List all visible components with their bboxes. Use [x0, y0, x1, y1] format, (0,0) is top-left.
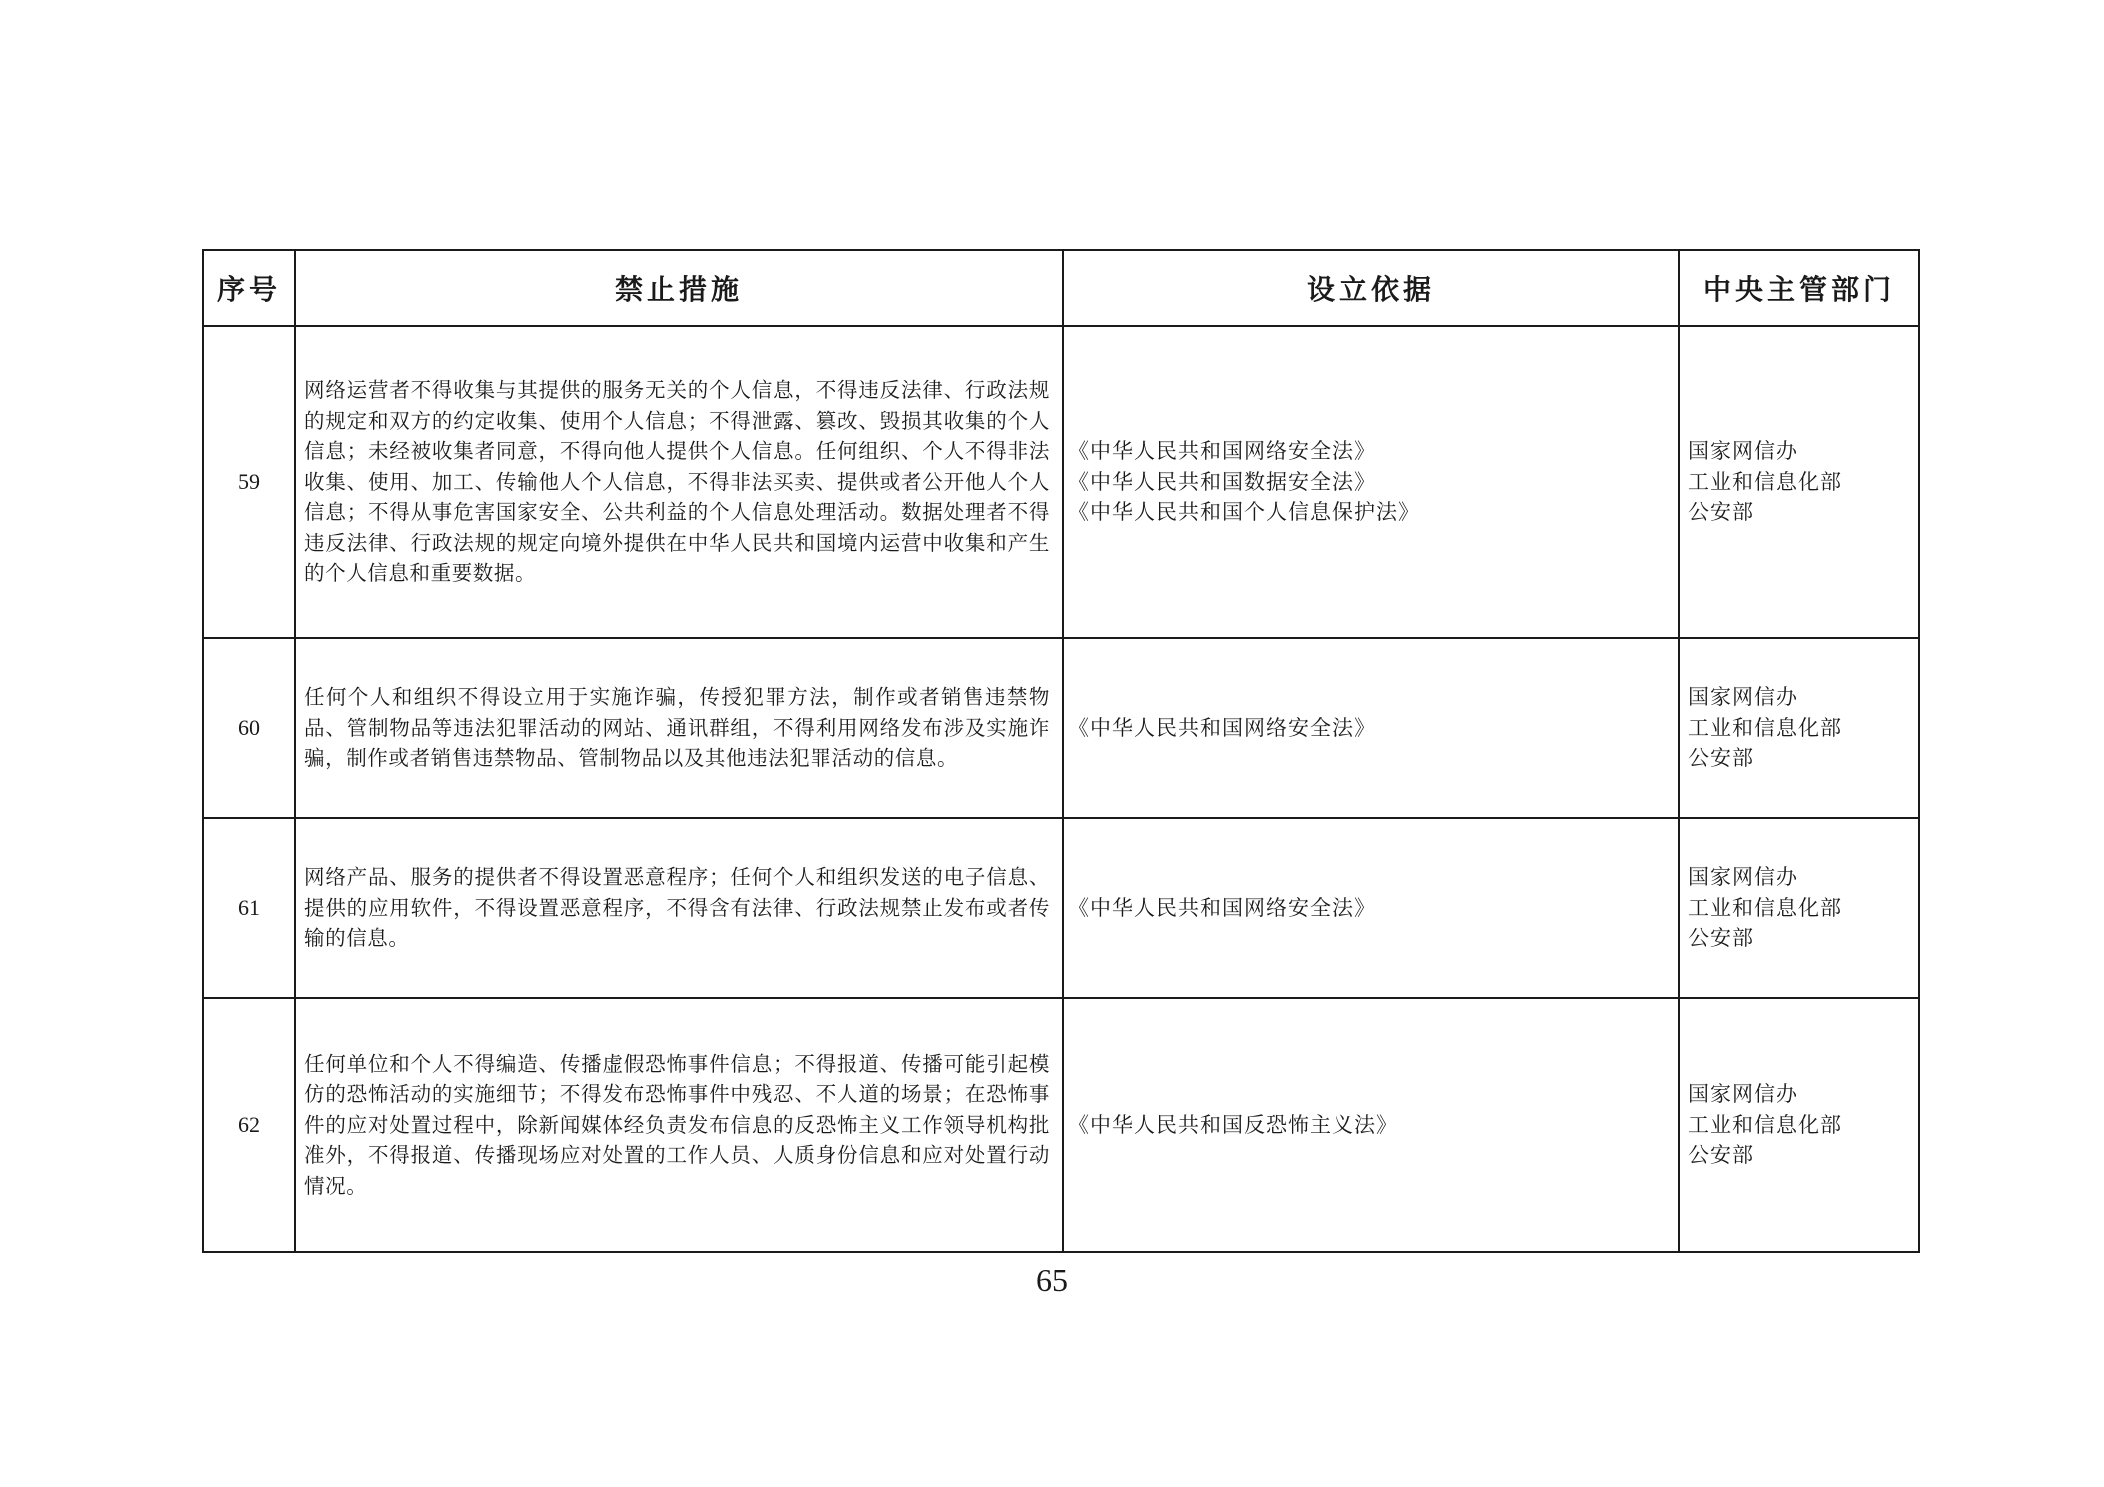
header-legal-basis: 设立依据 [1063, 250, 1679, 326]
department-item: 国家网信办 [1688, 865, 1798, 890]
row-prohibited-measure: 任何单位和个人不得编造、传播虚假恐怖事件信息；不得报道、传播可能引起模仿的恐怖活动的实施细节；不得发布恐怖事件中残忍、不人道的场景；在恐怖事件的应对处置过程中，除新闻媒体经负责发布信息的反恐怖主义工作领导机构批准外，不得报道、传播现场应对处置的工作人员、人质身份信息和应对处置行动情况。 [295, 998, 1063, 1252]
legal-basis-item: 《中华人民共和国数据安全法》 [1068, 469, 1376, 494]
row-legal-basis [1063, 998, 1679, 1252]
table-row [203, 638, 1919, 818]
row-central-department [1679, 998, 1919, 1252]
row-central-department [1679, 818, 1919, 998]
department-item: 国家网信办 [1688, 685, 1798, 710]
legal-basis-item: 《中华人民共和国网络安全法》 [1068, 895, 1376, 920]
department-item: 工业和信息化部 [1688, 715, 1842, 740]
department-item: 公安部 [1688, 1143, 1754, 1168]
table-row [203, 998, 1919, 1252]
row-serial-number: 62 [203, 998, 295, 1252]
department-item: 工业和信息化部 [1688, 895, 1842, 920]
department-item: 国家网信办 [1688, 439, 1798, 464]
legal-basis-item: 《中华人民共和国网络安全法》 [1068, 439, 1376, 464]
table-header-row [203, 250, 1919, 326]
department-item: 国家网信办 [1688, 1082, 1798, 1107]
legal-basis-item: 《中华人民共和国个人信息保护法》 [1068, 500, 1420, 525]
department-item: 工业和信息化部 [1688, 469, 1842, 494]
row-serial-number: 59 [203, 326, 295, 638]
legal-basis-item: 《中华人民共和国反恐怖主义法》 [1068, 1112, 1398, 1137]
header-central-department: 中央主管部门 [1679, 250, 1919, 326]
row-legal-basis [1063, 818, 1679, 998]
header-serial-number: 序号 [203, 250, 295, 326]
department-item: 公安部 [1688, 500, 1754, 525]
row-prohibited-measure: 网络产品、服务的提供者不得设置恶意程序；任何个人和组织发送的电子信息、提供的应用软件，不得设置恶意程序，不得含有法律、行政法规禁止发布或者传输的信息。 [295, 818, 1063, 998]
prohibited-measures-table [202, 249, 1920, 1253]
row-prohibited-measure: 任何个人和组织不得设立用于实施诈骗，传授犯罪方法，制作或者销售违禁物品、管制物品等违法犯罪活动的网站、通讯群组，不得利用网络发布涉及实施诈骗，制作或者销售违禁物品、管制物品以及其他违法犯罪活动的信息。 [295, 638, 1063, 818]
row-legal-basis [1063, 638, 1679, 818]
page-number: 65 [1036, 1262, 1068, 1298]
row-central-department [1679, 638, 1919, 818]
header-prohibited-measure: 禁止措施 [295, 250, 1063, 326]
row-legal-basis [1063, 326, 1679, 638]
row-central-department [1679, 326, 1919, 638]
department-item: 公安部 [1688, 926, 1754, 951]
row-serial-number: 60 [203, 638, 295, 818]
department-item: 工业和信息化部 [1688, 1112, 1842, 1137]
legal-basis-item: 《中华人民共和国网络安全法》 [1068, 715, 1376, 740]
row-serial-number: 61 [203, 818, 295, 998]
department-item: 公安部 [1688, 746, 1754, 771]
row-prohibited-measure: 网络运营者不得收集与其提供的服务无关的个人信息，不得违反法律、行政法规的规定和双方的约定收集、使用个人信息；不得泄露、篡改、毁损其收集的个人信息；未经被收集者同意，不得向他人提供个人信息。任何组织、个人不得非法收集、使用、加工、传输他人个人信息，不得非法买卖、提供或者公开他人个人信息；不得从事危害国家安全、公共利益的个人信息处理活动。数据处理者不得违反法律、行政法规的规定向境外提供在中华人民共和国境内运营中收集和产生的个人信息和重要数据。 [295, 326, 1063, 638]
table-row [203, 818, 1919, 998]
table-row [203, 326, 1919, 638]
